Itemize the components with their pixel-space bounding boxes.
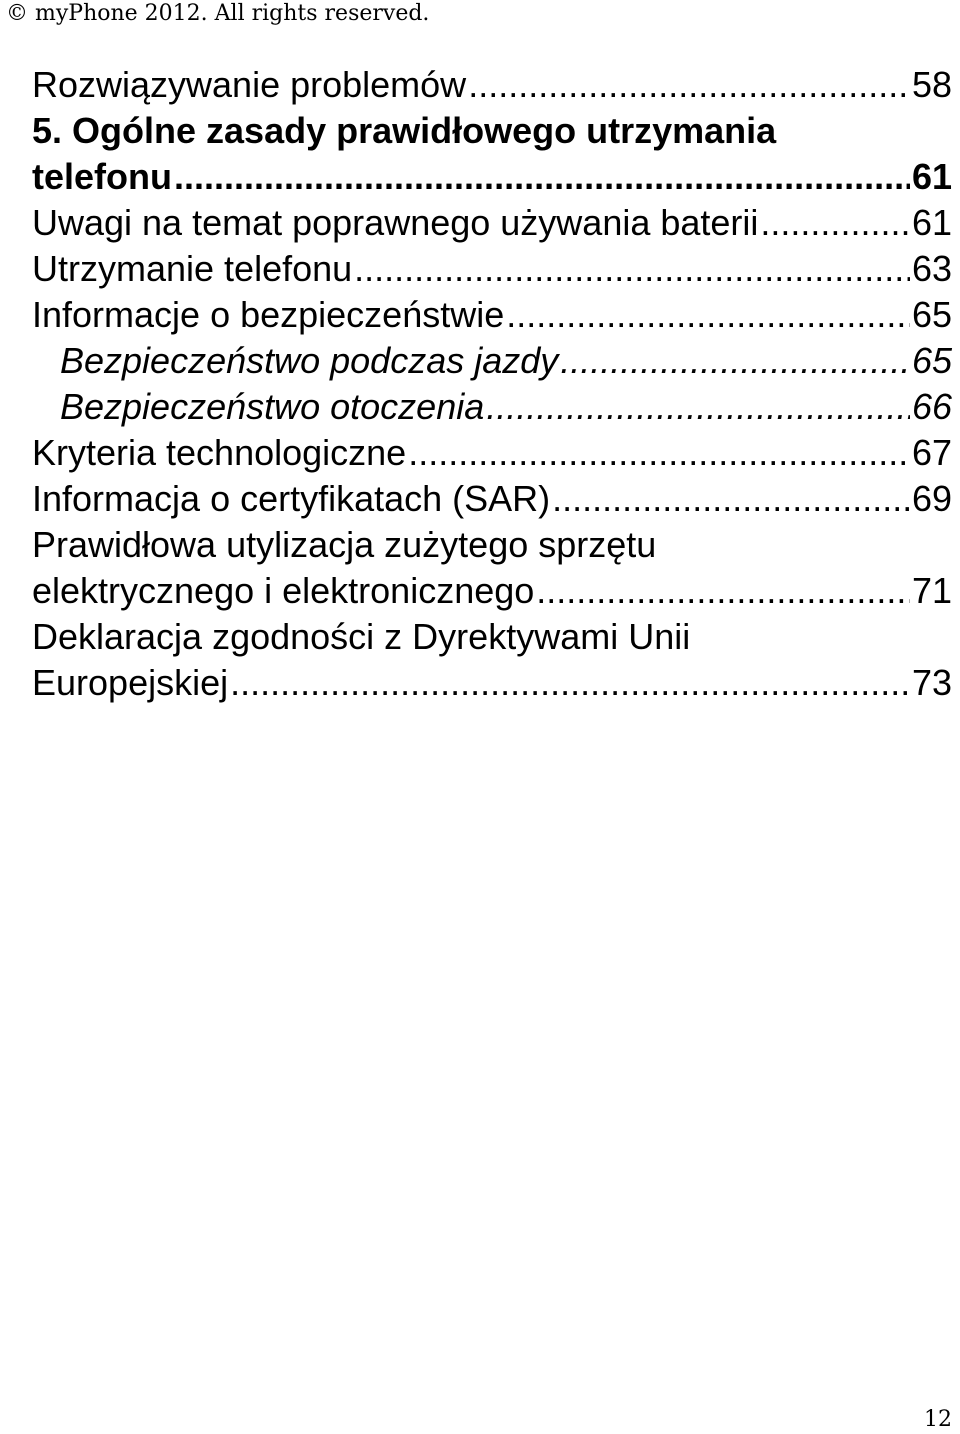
dot-leader	[354, 246, 910, 292]
toc-entry-title: Kryteria technologiczne	[32, 432, 407, 473]
dot-leader	[560, 338, 910, 384]
page-number: 12	[924, 1407, 952, 1432]
toc-entry-uwagi-baterii[interactable]	[32, 200, 952, 246]
toc-entry-title: Informacje o bezpieczeństwie	[32, 294, 505, 335]
toc-entry-page: 65	[911, 340, 952, 381]
toc-entry-page: 65	[911, 294, 952, 335]
toc-entry-title: Informacja o certyfikatach (SAR)	[32, 478, 551, 519]
dot-leader	[230, 660, 910, 706]
toc-entry-page: 71	[911, 570, 952, 611]
dot-leader	[760, 200, 910, 246]
toc-entry-utrzymanie-telefonu[interactable]	[32, 246, 952, 292]
toc-entry-title: Rozwiązywanie problemów	[32, 64, 467, 105]
toc-entry-page: 69	[911, 478, 952, 519]
toc-entry-title-line1: 5. Ogólne zasady prawidłowego utrzymania	[32, 110, 777, 151]
toc-entry-deklaracja-zgodnosci[interactable]	[32, 614, 952, 706]
toc-entry-bezpieczenstwo-otoczenia[interactable]	[32, 384, 952, 430]
toc-entry-title: Uwagi na temat poprawnego używania baterii	[32, 202, 759, 243]
toc-entry-page: 66	[911, 386, 952, 427]
toc-entry-certyfikaty-sar[interactable]	[32, 476, 952, 522]
toc-entry-page: 67	[911, 432, 952, 473]
dot-leader	[174, 154, 910, 200]
dot-leader	[408, 430, 910, 476]
toc-entry-informacje-bezpieczenstwie[interactable]	[32, 292, 952, 338]
copyright-header: © myPhone 2012. All rights reserved.	[6, 1, 430, 26]
dot-leader	[536, 568, 910, 614]
toc-entry-title-line1: Deklaracja zgodności z Dyrektywami Unii	[32, 616, 691, 657]
toc-entry-utylizacja-sprzetu[interactable]	[32, 522, 952, 614]
toc-entry-rozwiazywanie-problemow[interactable]	[32, 62, 952, 108]
dot-leader	[552, 476, 910, 522]
toc-entry-page: 61	[911, 156, 952, 197]
toc-entry-title: Utrzymanie telefonu	[32, 248, 353, 289]
toc-entry-page: 58	[911, 64, 952, 105]
toc-entry-title: Bezpieczeństwo podczas jazdy	[60, 340, 559, 381]
toc-entry-page: 73	[911, 662, 952, 703]
toc-entry-chapter-5[interactable]	[32, 108, 952, 200]
toc-entry-title: Bezpieczeństwo otoczenia	[60, 386, 485, 427]
dot-leader	[486, 384, 910, 430]
toc-entry-kryteria-technologiczne[interactable]	[32, 430, 952, 476]
toc-entry-bezpieczenstwo-jazdy[interactable]	[32, 338, 952, 384]
table-of-contents	[32, 62, 952, 706]
toc-entry-title-line1: Prawidłowa utylizacja zużytego sprzętu	[32, 524, 657, 565]
toc-entry-title: elektrycznego i elektronicznego	[32, 570, 535, 611]
toc-entry-title: telefonu	[32, 156, 172, 197]
toc-entry-title: Europejskiej	[32, 662, 229, 703]
toc-entry-page: 61	[911, 202, 952, 243]
dot-leader	[506, 292, 910, 338]
dot-leader	[468, 62, 910, 108]
toc-entry-page: 63	[911, 248, 952, 289]
